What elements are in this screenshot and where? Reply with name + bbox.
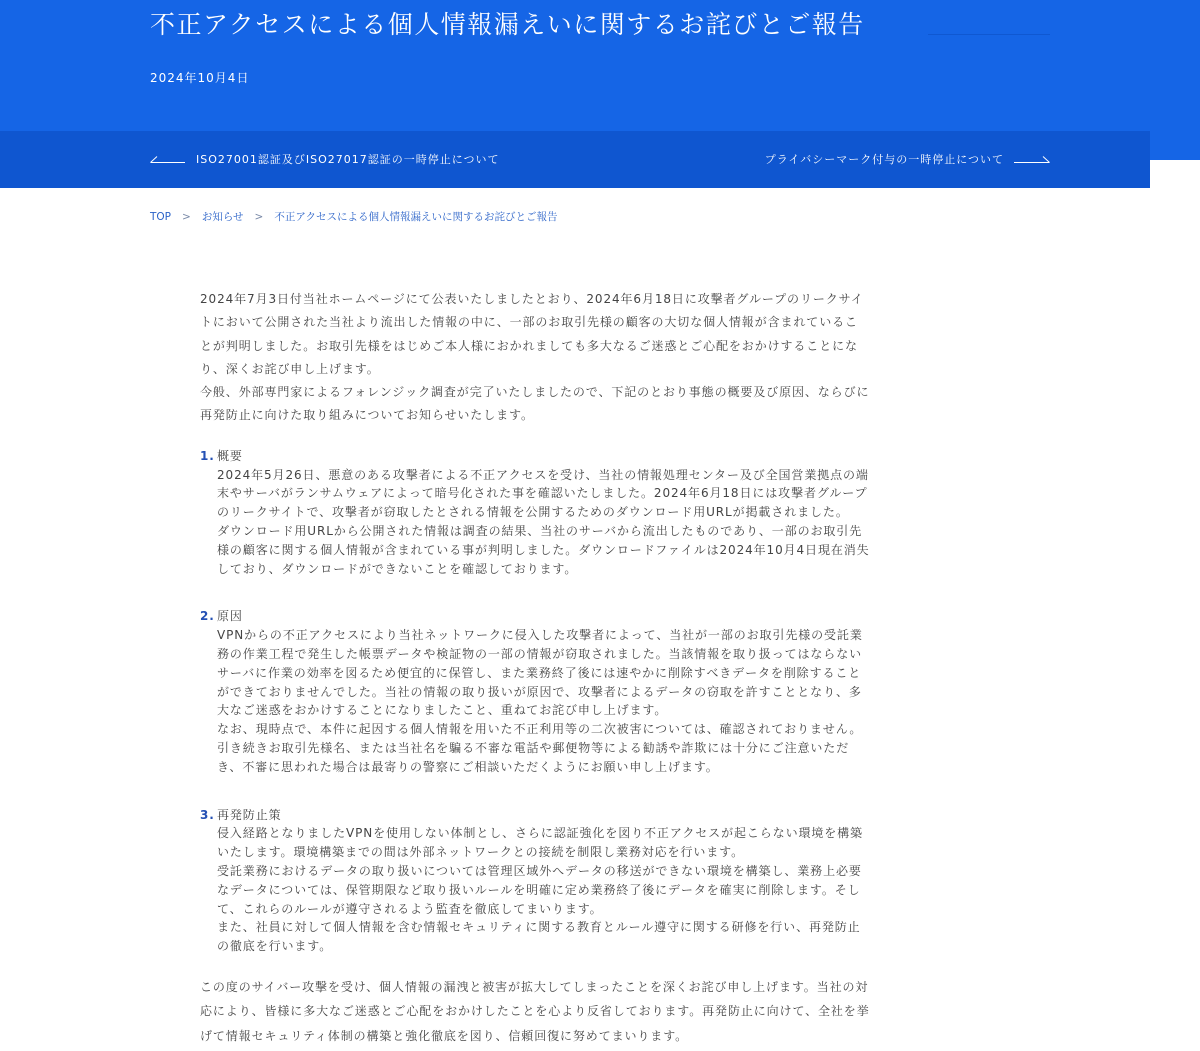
post-navigation: [0, 131, 1150, 188]
arrow-left-icon: [150, 154, 186, 164]
closing-paragraph: この度のサイバー攻撃を受け、個人情報の漏洩と被害が拡大してしまったことを深くお詫び申し上げます。当社の対応により、皆様に多大なご迷惑とご心配をおかけしたことを心より反省しております。再発防止に向けて、全社を挙げて情報セキュリティ体制の構築と強化徹底を図り、信頼回復に努めてまいります。: [200, 979, 870, 1043]
section-prevention: [200, 806, 870, 956]
section-cause: [200, 607, 870, 776]
section-overview: [200, 447, 870, 579]
section-heading: 概要: [217, 448, 243, 463]
breadcrumb: [150, 210, 558, 224]
article-body: [200, 288, 870, 1048]
section-paragraph: 受託業務におけるデータの取り扱いについては管理区域外へデータの移送ができない環境を構築し、業務上必要なデータについては、保管期限など取り扱いルールを明確に定め業務終了後にデータを確実に削除します。そして、これらのルールが遵守されるよう監査を徹底してまいります。: [217, 863, 862, 916]
section-paragraph: 2024年5月26日、悪意のある攻撃者による不正アクセスを受け、当社の情報処理センター及び全国営業拠点の端末やサーバがランサムウェアによって暗号化された事を確認いたしました。2024年6月18日には攻撃者グループのリークサイトで、攻撃者が窃取したとされる情報を公開するためのダウンロード用URLが掲載されました。: [217, 467, 869, 520]
breadcrumb-separator: >: [254, 211, 264, 223]
previous-post-label: ISO27001認証及びISO27017認証の一時停止について: [196, 153, 500, 166]
breadcrumb-news[interactable]: お知らせ: [201, 211, 244, 223]
arrow-right-icon: [1014, 154, 1050, 164]
section-paragraph: また、社員に対して個人情報を含む情報セキュリティに関する教育とルール遵守に関する研修を行い、再発防止の徹底を行います。: [217, 920, 861, 954]
previous-post-link[interactable]: [150, 151, 500, 167]
next-post-link[interactable]: [765, 151, 1050, 167]
section-heading: 原因: [217, 609, 243, 624]
section-number: 3.: [200, 807, 215, 822]
section-paragraph: なお、現時点で、本件に起因する個人情報を用いた不正利用等の二次被害については、確認されておりません。引き続きお取引先様名、または当社名を騙る不審な電話や郵便物等による勧誘や詐欺には十分にご注意いただき、不審に思われた場合は最寄りの警察にご相談いただくようにお願い申し上げます。: [217, 722, 863, 774]
page-title: 不正アクセスによる個人情報漏えいに関するお詫びとご報告: [150, 10, 865, 39]
section-paragraph: VPNからの不正アクセスにより当社ネットワークに侵入した攻撃者によって、当社が一部のお取引先様の受託業務の作業工程で発生した帳票データや検証物の一部の情報が窃取されました。当該情報を取り扱ってはならないサーバに作業の効率を図るため便宜的に保管し、また業務終了後には速やかに削除すべきデータを削除することができておりませんでした。当社の情報の取り扱いが原因で、攻撃者によるデータの窃取を許すこととなり、多大なご迷惑をおかけすることになりましたこと、重ねてお詫び申し上げます。: [217, 628, 863, 718]
section-number: 1.: [200, 448, 215, 463]
section-paragraph: 侵入経路となりましたVPNを使用しない体制とし、さらに認証強化を図り不正アクセスが起こらない環境を構築いたします。環境構築までの間は外部ネットワークとの接続を制限し業務対応を行います。: [217, 826, 863, 860]
next-post-label: プライバシーマーク付与の一時停止について: [764, 153, 1004, 166]
section-heading: 再発防止策: [217, 807, 282, 822]
intro-paragraph: 今般、外部専門家によるフォレンジック調査が完了いたしましたので、下記のとおり事態の概要及び原因、ならびに再発防止に向けた取り組みについてお知らせいたします。: [200, 385, 870, 423]
section-number: 2.: [200, 609, 215, 624]
breadcrumb-current: 不正アクセスによる個人情報漏えいに関するお詫びとご報告: [274, 211, 558, 223]
section-paragraph: ダウンロード用URLから公開された情報は調査の結果、当社のサーバから流出したものであり、一部のお取引先様の顧客に関する個人情報が含まれている事が判明しました。ダウンロードファイルは2024年10月4日現在消失しており、ダウンロードができないことを確認しております。: [217, 523, 870, 576]
publish-date: 2024年10月4日: [150, 71, 250, 85]
title-divider: [928, 34, 1050, 35]
breadcrumb-separator: >: [182, 211, 191, 223]
breadcrumb-top[interactable]: TOP: [150, 211, 172, 223]
intro-paragraph: 2024年7月3日付当社ホームページにて公表いたしましたとおり、2024年6月18日に攻撃者グループのリークサイトにおいて公開された当社より流出した情報の中に、一部のお取引先様の顧客の大切な個人情報が含まれていることが判明しました。お取引先様をはじめご本人様におかれましても多大なるご迷惑とご心配をおかけすることになり、深くお詫び申し上げます。: [200, 292, 864, 376]
